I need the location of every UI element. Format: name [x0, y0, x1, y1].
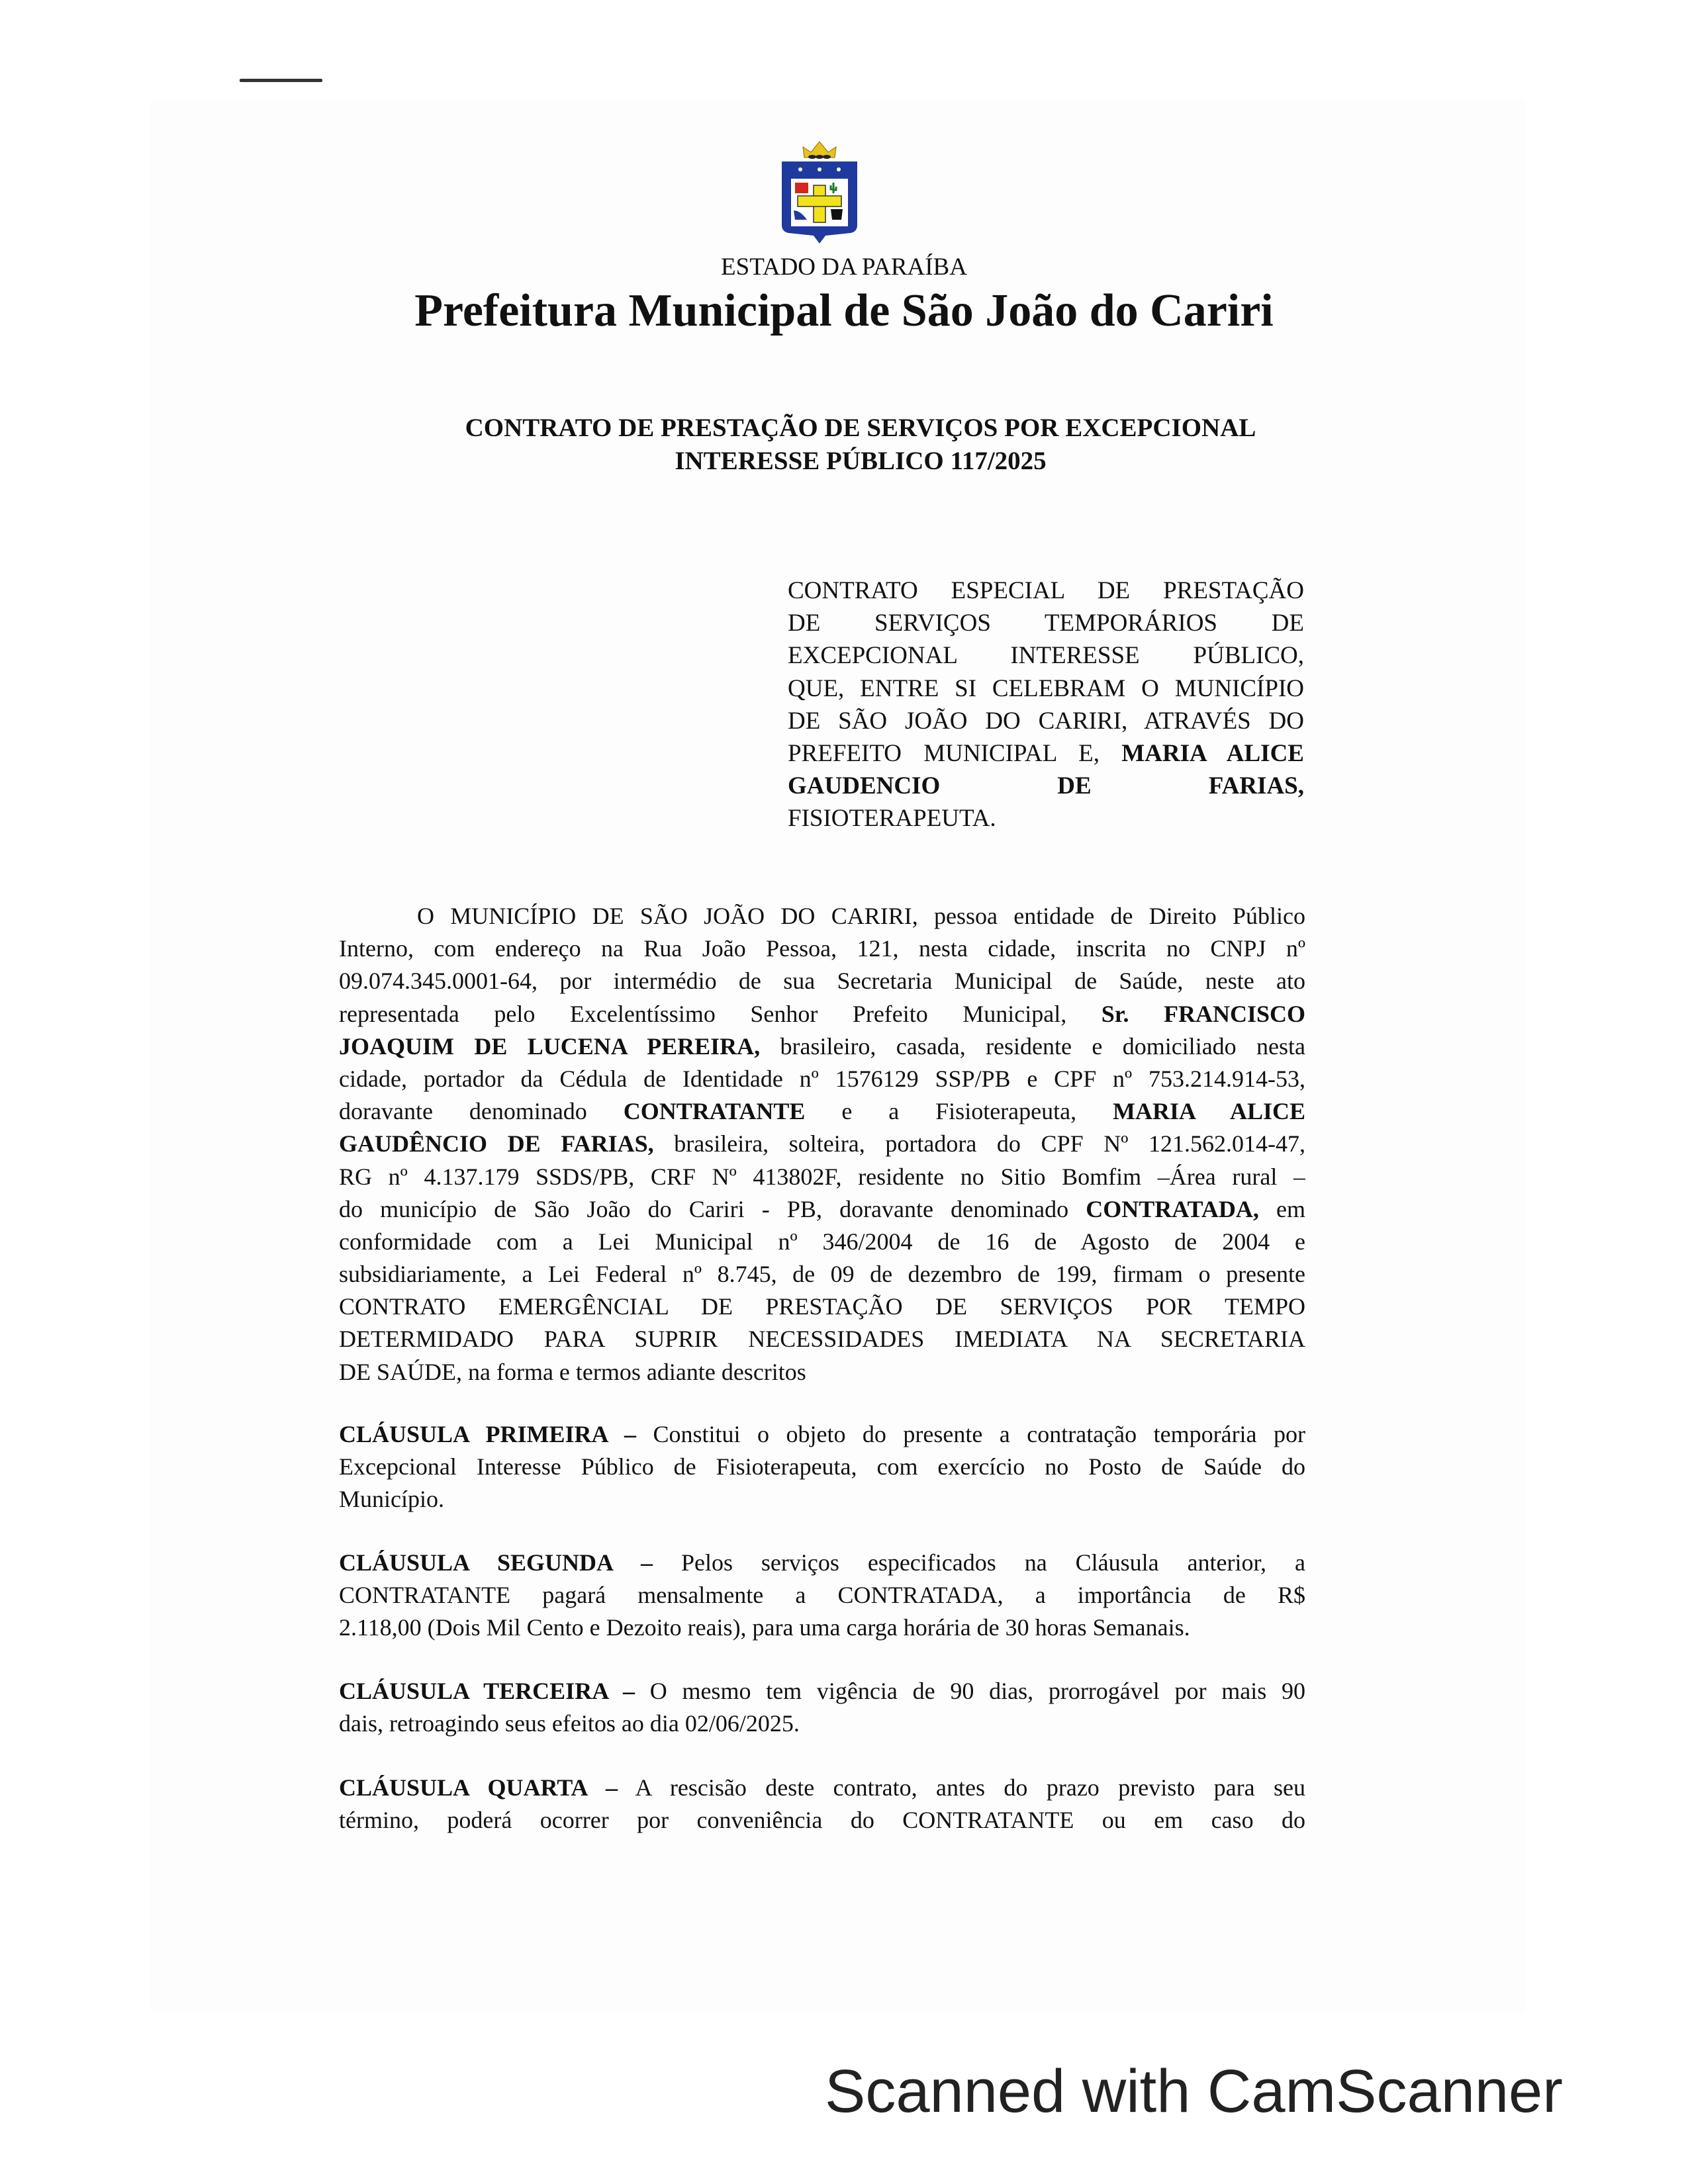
text: PREFEITO MUNICIPAL E,	[788, 739, 1122, 767]
contract-title-line: INTERESSE PÚBLICO 117/2025	[675, 447, 1047, 475]
text: DE SERVIÇOS TEMPORÁRIOS DE	[788, 610, 1304, 637]
bold-text: GAUDENCIO DE FARIAS,	[788, 772, 1304, 800]
text-line	[339, 1030, 1305, 1063]
text: O mesmo tem vigência de 90 dias, prorrogável por mais 90	[634, 1678, 1305, 1704]
text: doravante denominado	[339, 1098, 624, 1125]
text-line	[788, 639, 1304, 672]
text: e a Fisioterapeuta,	[805, 1098, 1113, 1125]
text: Interno, com endereço na Rua João Pessoa, 121, nesta cidade, inscrita no CNPJ nº	[339, 935, 1305, 962]
text-line	[788, 802, 1304, 835]
bold-text: CONTRATADA,	[1086, 1195, 1259, 1222]
text-line	[339, 1707, 1305, 1740]
text-line	[339, 1483, 1305, 1516]
text: DE SAÚDE, na forma e termos adiante descritos	[339, 1358, 806, 1385]
text: CONTRATANTE pagará mensalmente a CONTRATADA, a importância de R$	[339, 1582, 1305, 1609]
bold-text: CLÁUSULA QUARTA –	[339, 1774, 618, 1801]
bold-text: CLÁUSULA SEGUNDA –	[339, 1549, 653, 1576]
bold-text: GAUDÊNCIO DE FARIAS,	[339, 1130, 654, 1158]
text-line	[339, 1772, 1305, 1804]
text: brasileiro, casada, residente e domiciliado nesta	[760, 1032, 1305, 1060]
text-line	[339, 1161, 1305, 1193]
text: Excepcional Interesse Público de Fisioterapeuta, com exercício no Posto de Saúde do	[339, 1453, 1305, 1480]
text: DETERMIDADO PARA SUPRIR NECESSIDADES IMEDIATA NA SECRETARIA	[339, 1326, 1305, 1353]
text-line	[339, 1579, 1305, 1612]
text: A rescisão deste contrato, antes do prazo previsto para seu	[618, 1774, 1305, 1801]
coat-of-arms-logo	[779, 132, 860, 246]
bold-text: CLÁUSULA PRIMEIRA –	[339, 1421, 637, 1447]
text-line	[339, 1258, 1305, 1291]
text: DE SÃO JOÃO DO CARIRI, ATRAVÉS DO	[788, 707, 1304, 735]
clause-third	[339, 1675, 1305, 1740]
clause-fourth	[339, 1772, 1305, 1837]
text: Pelos serviços especificados na Cláusula anterior, a	[653, 1549, 1305, 1576]
text: 09.074.345.0001-64, por intermédio de sua Secretaria Municipal de Saúde, neste ato	[339, 968, 1305, 995]
preamble-paragraph	[339, 900, 1305, 1388]
text: subsidiariamente, a Lei Federal nº 8.745, de 09 de dezembro de 199, firmam o presente	[339, 1261, 1305, 1288]
text: O MUNICÍPIO DE SÃO JOÃO DO CARIRI, pessoa entidade de Direito Público	[417, 903, 1305, 929]
municipality-title: Prefeitura Municipal de São João do Cariri	[414, 285, 1274, 336]
text-line	[788, 607, 1304, 639]
text-line	[339, 1418, 1305, 1451]
text-line	[339, 965, 1305, 997]
bold-text: JOAQUIM DE LUCENA PEREIRA,	[339, 1032, 761, 1060]
text-line	[339, 1291, 1305, 1323]
text: cidade, portador da Cédula de Identidade nº 1576129 SSP/PB e CPF nº 753.214.914-53,	[339, 1065, 1305, 1092]
text: EXCEPCIONAL INTERESSE PÚBLICO,	[788, 642, 1304, 670]
clause-second	[339, 1547, 1305, 1645]
text: Município.	[339, 1486, 444, 1513]
text: conformidade com a Lei Municipal nº 346/2004 de 16 de Agosto de 2004 e	[339, 1228, 1305, 1255]
text-line	[788, 737, 1304, 770]
text: término, poderá ocorrer por conveniência do CONTRATANTE ou em caso do	[339, 1807, 1305, 1834]
text-line	[339, 1063, 1305, 1095]
scan-mark	[240, 79, 322, 82]
text-line	[339, 1226, 1305, 1258]
text-line	[788, 705, 1304, 737]
text-line	[788, 770, 1304, 802]
text: em	[1258, 1195, 1305, 1222]
text-line	[339, 1451, 1305, 1483]
contract-title-line: CONTRATO DE PRESTAÇÃO DE SERVIÇOS POR EXCEPCIONAL	[465, 414, 1256, 442]
text-line	[339, 1128, 1305, 1160]
contract-title	[331, 412, 1390, 478]
text-line	[339, 1193, 1305, 1226]
bold-text: MARIA ALICE	[1113, 1098, 1305, 1125]
text-line	[339, 1356, 1305, 1388]
text: 2.118,00 (Dois Mil Cento e Dezoito reais), para uma carga horária de 30 horas Semanais.	[339, 1614, 1190, 1641]
text-line	[339, 1804, 1305, 1837]
text: dais, retroagindo seus efeitos ao dia 02/06/2025.	[339, 1710, 800, 1737]
camscanner-watermark: Scanned with CamScanner	[825, 2058, 1563, 2125]
text: FISIOTERAPEUTA.	[788, 805, 996, 833]
text-line	[339, 900, 1305, 933]
contract-summary	[788, 574, 1304, 835]
bold-text: CONTRATANTE	[623, 1098, 806, 1125]
state-name: ESTADO DA PARAÍBA	[721, 253, 967, 281]
text: RG nº 4.137.179 SSDS/PB, CRF Nº 413802F, residente no Sitio Bomfim –Área rural –	[339, 1163, 1305, 1190]
text-line	[788, 672, 1304, 705]
bold-text: MARIA ALICE	[1121, 739, 1304, 767]
text: QUE, ENTRE SI CELEBRAM O MUNICÍPIO	[788, 674, 1304, 702]
text: brasileira, solteira, portadora do CPF Nº 121.562.014-47,	[653, 1130, 1305, 1158]
text-line	[339, 933, 1305, 965]
text-line	[339, 1675, 1305, 1707]
text: representada pelo Excelentíssimo Senhor Prefeito Municipal,	[339, 1000, 1102, 1027]
text-line	[339, 998, 1305, 1030]
text: CONTRATO EMERGÊNCIAL DE PRESTAÇÃO DE SERVIÇOS POR TEMPO	[339, 1293, 1305, 1320]
text-line	[339, 1323, 1305, 1355]
text-line	[339, 1612, 1305, 1644]
text: Constitui o objeto do presente a contratação temporária por	[636, 1421, 1305, 1447]
text-line	[788, 574, 1304, 607]
bold-text: Sr. FRANCISCO	[1101, 1000, 1305, 1027]
bold-text: CLÁUSULA TERCEIRA –	[339, 1678, 635, 1704]
text: CONTRATO ESPECIAL DE PRESTAÇÃO	[788, 577, 1304, 604]
text-line	[339, 1095, 1305, 1128]
text: do município de São João do Cariri - PB, doravante denominado	[339, 1195, 1086, 1222]
text-line	[339, 1547, 1305, 1579]
clause-first	[339, 1418, 1305, 1516]
